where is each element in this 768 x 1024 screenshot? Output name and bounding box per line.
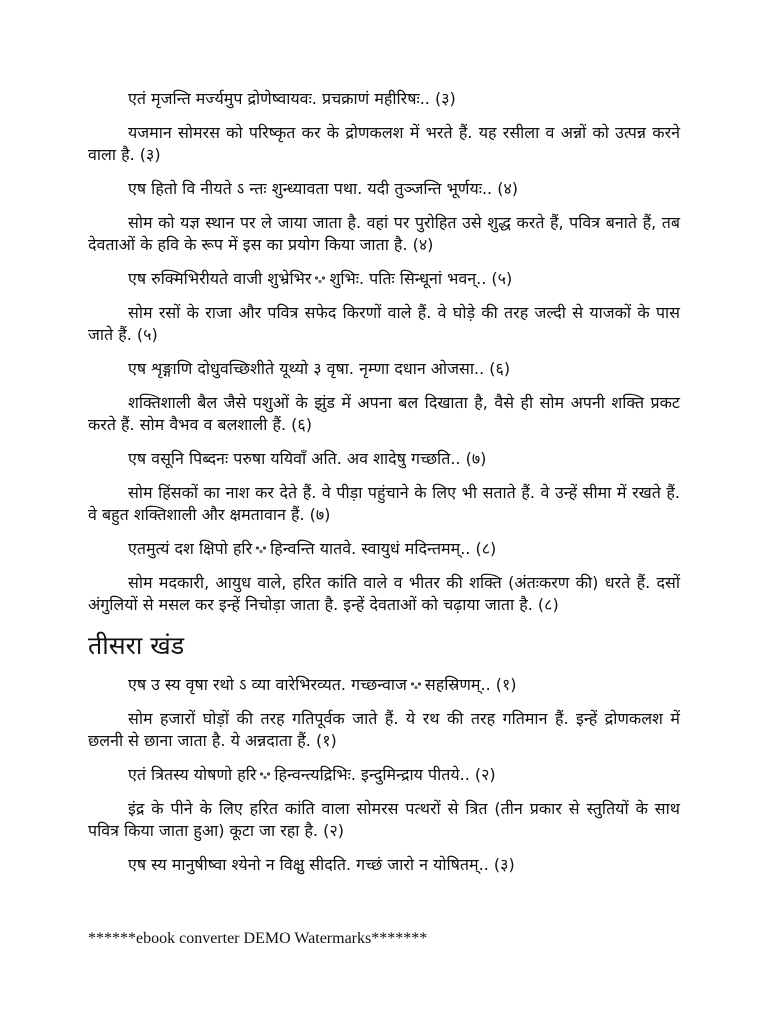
sanskrit-verse: एष शृङ्गाणि दोधुवच्छिशीते यूथ्यो ३ वृषा. नृम्णा दधान ओजसा.. (६) — [128, 359, 511, 378]
sanskrit-verse — [88, 674, 680, 696]
missing-glyph-icon — [255, 545, 267, 555]
sanskrit-verse — [88, 538, 680, 560]
verse-text-part: एतमुत्यं दश क्षिपो हरि — [128, 539, 253, 558]
hindi-translation: शक्तिशाली बैल जैसे पशुओं के झुंड में अपना बल दिखाता है, वैसे ही सोम अपनी शक्ति प्रकट करते हैं. सोम वैभव व बलशाली हैं. (६) — [88, 393, 680, 434]
document-body — [88, 88, 680, 888]
sanskrit-verse — [88, 268, 680, 290]
sanskrit-verse: एष वसूनि पिब्दनः परुषा ययिवाँ अति. अव शादेषु गच्छति.. (७) — [128, 449, 487, 468]
missing-glyph-icon — [410, 681, 422, 691]
hindi-translation: यजमान सोमरस को परिष्कृत कर के द्रोणकलश में भरते हैं. यह रसीला व अन्नों को उत्पन्न करने वाला है. (३) — [88, 123, 680, 164]
verse-text-part: हिन्वन्ति यातवे. स्वायुधं मदिन्तमम्.. (८) — [270, 539, 497, 558]
hindi-translation: सोम रसों के राजा और पवित्र सफेद किरणों वाले हैं. वे घोड़े की तरह जल्दी से याजकों के पास जाते हैं. (५) — [88, 303, 680, 344]
sanskrit-verse: एष हितो वि नीयते ऽ न्तः शुन्ध्यावता पथा. यदी तुञ्जन्ति भूर्णयः.. (४) — [128, 179, 519, 198]
hindi-translation: सोम मदकारी, आयुध वाले, हरित कांति वाले व भीतर की शक्ति (अंतःकरण की) धरते हैं. दसों अंगुलियों से मसल कर इन्हें निचोड़ा जाता है. इन्हें देवताओं को चढ़ाया जाता है. (८) — [88, 573, 680, 614]
verse-text-part: सहस्रिणम्.. (१) — [424, 675, 517, 694]
section-heading: तीसरा खंड — [88, 631, 185, 660]
verse-text-part: एष उ स्य वृषा रथो ऽ व्या वारेभिरव्यत. गच्छन्वाज — [128, 675, 407, 694]
missing-glyph-icon — [259, 771, 271, 781]
hindi-translation: इंद्र के पीने के लिए हरित कांति वाला सोमरस पत्थरों से त्रित (तीन प्रकार से स्तुतियों के साथ पवित्र किया जाता हुआ) कूटा जा रहा है. (२) — [88, 799, 680, 840]
sanskrit-verse: एतं मृजन्ति मर्ज्यमुप द्रोणेष्वायवः. प्रचक्राणं महीरिषः.. (३) — [128, 89, 456, 108]
hindi-translation: सोम को यज्ञ स्थान पर ले जाया जाता है. वहां पर पुरोहित उसे शुद्ध करते हैं, पवित्र बनाते हैं, तब देवताओं के हवि के रूप में इस का प्रयोग किया जाता है. (४) — [88, 213, 680, 254]
verse-text-part: हिन्वन्त्यद्रिभिः. इन्दुमिन्द्राय पीतये.. (२) — [274, 765, 496, 784]
verse-text-part: एतं त्रितस्य योषणो हरि — [128, 765, 257, 784]
watermark: ******ebook converter DEMO Watermarks******* — [88, 930, 428, 947]
hindi-translation: सोम हजारों घोड़ों की तरह गतिपूर्वक जाते हैं. ये रथ की तरह गतिमान हैं. इन्हें द्रोणकलश में छलनी से छाना जाता है. ये अन्नदाता हैं. (१) — [88, 709, 680, 750]
sanskrit-verse — [88, 764, 680, 786]
verse-text-part: शुभिः. पतिः सिन्धूनां भवन्.. (५) — [329, 269, 513, 288]
verse-text-part: एष रुक्मिभिरीयते वाजी शुभ्रेभिर — [128, 269, 312, 288]
hindi-translation: सोम हिंसकों का नाश कर देते हैं. वे पीड़ा पहुंचाने के लिए भी सताते हैं. वे उन्हें सीमा में रखते हैं. वे बहुत शक्तिशाली और क्षमतावान हैं. (७) — [88, 483, 680, 524]
sanskrit-verse: एष स्य मानुषीष्वा श्येनो न विक्षु सीदति. गच्छं जारो न योषितम्.. (३) — [128, 855, 515, 874]
missing-glyph-icon — [314, 275, 326, 285]
